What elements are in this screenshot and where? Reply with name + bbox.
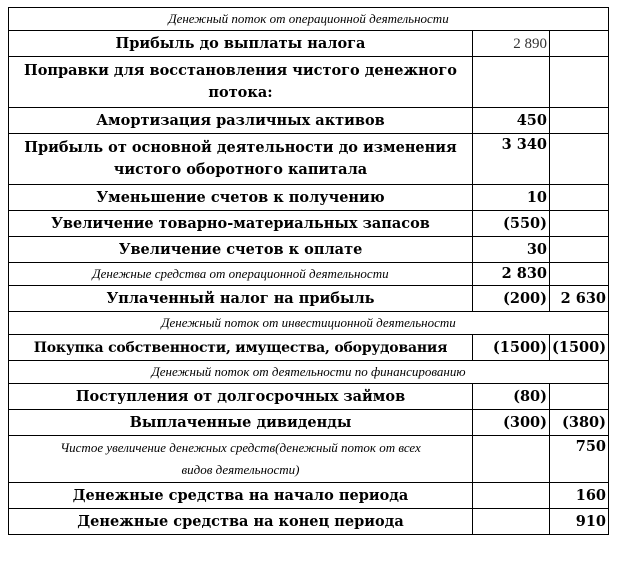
row-label: Денежные средства от операционной деятельности [9, 263, 473, 286]
row-depreciation [9, 108, 609, 134]
row-value: 3 340 [473, 134, 550, 185]
row-value [473, 57, 550, 108]
row-total [550, 384, 609, 410]
row-operating-cash [9, 263, 609, 286]
row-value: (1500) [473, 335, 550, 361]
row-payables-increase [9, 237, 609, 263]
row-receivables-decrease [9, 185, 609, 211]
row-label: Денежные средства на начало периода [9, 483, 473, 509]
row-value: (300) [473, 410, 550, 436]
section-header-operating [9, 8, 609, 31]
row-value: (80) [473, 384, 550, 410]
row-dividends-paid [9, 410, 609, 436]
row-total [550, 237, 609, 263]
row-label: Поступления от долгосрочных займов [9, 384, 473, 410]
row-total [550, 185, 609, 211]
row-total: (1500) [550, 335, 609, 361]
row-label: Чистое увеличение денежных средств(денежный поток от всех видов деятельности) [9, 436, 473, 483]
row-label: Денежные средства на конец периода [9, 509, 473, 535]
section-title: Денежный поток от деятельности по финансированию [9, 361, 609, 384]
row-label: Покупка собственности, имущества, оборудования [9, 335, 473, 361]
row-value [473, 483, 550, 509]
row-total [550, 31, 609, 57]
row-label: Поправки для восстановления чистого денежного потока: [9, 57, 473, 108]
row-total: 160 [550, 483, 609, 509]
row-label: Прибыль до выплаты налога [9, 31, 473, 57]
row-label: Увеличение товарно-материальных запасов [9, 211, 473, 237]
row-value: 2 890 [473, 31, 550, 57]
row-label: Прибыль от основной деятельности до изменения чистого оборотного капитала [9, 134, 473, 185]
row-profit-before-tax [9, 31, 609, 57]
row-ppe-purchase [9, 335, 609, 361]
row-value [473, 436, 550, 483]
row-income-tax-paid [9, 286, 609, 312]
row-total [550, 263, 609, 286]
row-total: 2 630 [550, 286, 609, 312]
row-value: 2 830 [473, 263, 550, 286]
row-label: Выплаченные дивиденды [9, 410, 473, 436]
row-cash-beginning [9, 483, 609, 509]
row-total [550, 134, 609, 185]
row-total [550, 108, 609, 134]
row-label: Увеличение счетов к оплате [9, 237, 473, 263]
row-adjustments [9, 57, 609, 108]
row-net-cash-increase [9, 436, 609, 483]
cash-flow-table [8, 7, 609, 535]
row-value [473, 509, 550, 535]
row-cash-end [9, 509, 609, 535]
row-total: (380) [550, 410, 609, 436]
section-title: Денежный поток от операционной деятельности [9, 8, 609, 31]
row-label: Амортизация различных активов [9, 108, 473, 134]
row-total: 910 [550, 509, 609, 535]
row-value: (200) [473, 286, 550, 312]
row-value: (550) [473, 211, 550, 237]
row-long-term-loans [9, 384, 609, 410]
row-value: 10 [473, 185, 550, 211]
row-value: 30 [473, 237, 550, 263]
row-label: Уплаченный налог на прибыль [9, 286, 473, 312]
section-header-investing [9, 312, 609, 335]
row-inventory-increase [9, 211, 609, 237]
row-label: Уменьшение счетов к получению [9, 185, 473, 211]
row-total [550, 211, 609, 237]
section-title: Денежный поток от инвестиционной деятельности [9, 312, 609, 335]
row-value: 450 [473, 108, 550, 134]
row-operating-profit [9, 134, 609, 185]
row-total [550, 57, 609, 108]
section-header-financing [9, 361, 609, 384]
row-total: 750 [550, 436, 609, 483]
